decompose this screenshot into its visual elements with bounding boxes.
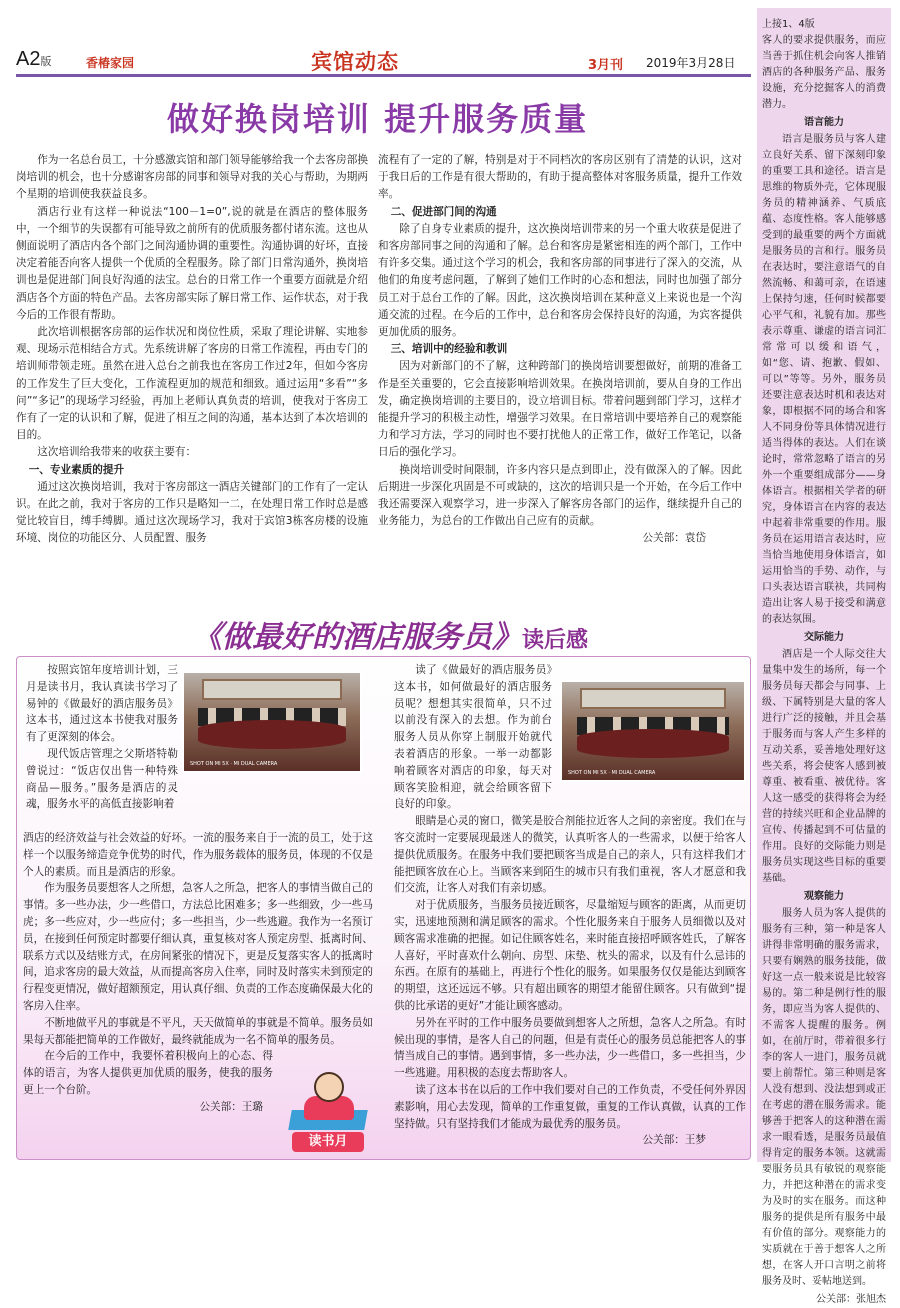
article-column-right bbox=[378, 152, 742, 548]
photo-stamp: SHOT ON MI 5X · MI DUAL CAMERA bbox=[190, 761, 278, 767]
column-name: 香椿家园 bbox=[86, 56, 135, 70]
sidebar-paragraph: 酒店是一个人际交往大量集中发生的场所，每一个服务员每天都会与同事、上级、下属特别是大量的客人进行广泛的接触，并且会基于服务而与客人产生多样的互动关系，妥善地处理好这些关系，将会使客人感到被尊重、被看重、被优待。客人这一感受的获得将会为经营的持续兴旺和企业品牌的宣传、传播起到不可估量的作用。良好的交际能力则是服务员实现这些目标的重要基础。 bbox=[762, 649, 886, 884]
paragraph: 读了这本书在以后的工作中我们要对自己的工作负责，不受任何外界因素影响，用心去发现，简单的工作重复做，重复的工作认真做，认真的工作坚持做。只有坚持我们才能成为最优秀的服务员。 bbox=[394, 1083, 746, 1130]
sidebar-column bbox=[757, 8, 891, 1305]
badge-label: 读书月 bbox=[292, 1132, 364, 1152]
paragraph: 此次培训根据客房部的运作状况和岗位性质，采取了理论讲解、实地参观、现场示范相结合方式。先系统讲解了客房的日常工作流程，再由专门的培训师带领走班。虽然在进入总台之前我也在客房工作过2年，但如今客房的工作发生了巨大变化，工作流程更加的规范和细致。通过运用“多看”“多问”“多记”的现场学习经验，再加上老师认真负责的培训，使我对于客房工作有了一定的认识和了解，促进了相互之间的沟通，基本达到了本次培训的目的。 bbox=[16, 326, 368, 442]
sidebar-heading: 语言能力 bbox=[804, 117, 844, 128]
paragraph: 读了《做最好的酒店服务员》这本书，如何做最好的酒店服务员呢？想想其实很简单，只不过以前没有深入的去想。作为前台服务人员从你穿上制服开始就代表着酒店的形象。一举一动都影响着顾客对酒店的印象，每天对顾客笑脸相迎，就会给顾客留下良好的印象。 bbox=[394, 664, 552, 811]
reader-icon bbox=[314, 1072, 344, 1102]
sidebar-signature: 公关部：张旭杰 bbox=[816, 1294, 886, 1305]
article-title: 做好换岗培训 提升服务质量 bbox=[166, 100, 589, 138]
paragraph: 酒店行业有这样一种说法“100－1=0”,说的就是在酒店的整体服务中，一个细节的失误都有可能导致之前所有的优质服务都付诸东流。这也从侧面说明了酒店内各个部门之间沟通协调的重要性。沟通协调的好坏，直接决定着能否向客人提供一个优质的全程服务。除了部门日常沟通外，换岗培训也是促进部门间良好沟通的法宝。总台的日常工作一个重要方面就是介绍酒店各个方面的特色产品。去客房部实际了解日常工作、运作状态，对于我今后的工作很有帮助。 bbox=[16, 205, 368, 321]
book-title: 《做最好的酒店服务员》 bbox=[191, 620, 522, 655]
review-signature: 公关部：王梦 bbox=[642, 1134, 706, 1147]
article-signature: 公关部：袁岱 bbox=[642, 532, 706, 545]
section-heading: 一、专业素质的提升 bbox=[28, 463, 125, 476]
sidebar-continuation: 上接1、4版 bbox=[762, 19, 815, 30]
paragraph: 换岗培训受时间限制，许多内容只是点到即止，没有做深入的了解。因此后期进一步深化巩固是不可或缺的，这次的培训只是一个开始，在今后工作中我还需要深入观察学习，进一步深入了解客房各部门的运作，继续提升自己的业务能力，为总台的工作做出自己应有的贡献。 bbox=[378, 463, 742, 528]
article-column-left bbox=[16, 152, 368, 548]
section-heading: 三、培训中的经验和教训 bbox=[390, 343, 508, 356]
review-signature: 公关部：王璐 bbox=[199, 1100, 263, 1113]
sidebar-paragraph: 服务人员为客人提供的服务有三种，第一种是客人讲得非常明确的服务需求，只要有娴熟的服务技能，做好这一点一般来说是比较容易的。第二种是例行性的服务，即应当为客人提供的、不需客人提醒的服务。例如，在前厅时，带着很多行李的客人一进门，服务员就要上前帮忙。第三种则是客人没有想到、没法想到或正在考虑的潜在服务需求。能够善于把客人的这种潜在需求一眼看透，是服务员最值得肯定的服务本领。这就需要服务员具有敏锐的观察能力，并把这种潜在的需求变为及时的实在服务。而这种服务的提供是所有服务中最有价值的部分。观察能力的实质就在于善于想客人之所想，在客人开口言明之前将服务及时、妥帖地送到。 bbox=[762, 908, 886, 1287]
paragraph: 另外在平时的工作中服务员要做到想客人之所想，急客人之所急。有时候出现的事情，是客人自己的问题，但是有责任心的服务员总能把客人的事情当成自己的事情。遇到事情，多一些办法，少一些借口，多一些担当，少一些逃避。用积极的态度去帮助客人。 bbox=[394, 1016, 746, 1080]
page-number: A2版 bbox=[16, 48, 52, 70]
paragraph: 通过这次换岗培训，我对于客房部这一酒店关键部门的工作有了一定认识。在此之前，我对于客房的工作只是略知一二，在处理日常工作时总是感觉比较盲目，缚手缚脚。通过这次现场学习，我对于宾馆3栋客房楼的设施环境、岗位的功能区分、人员配置、服务 bbox=[16, 480, 368, 545]
page-header bbox=[16, 20, 751, 76]
sidebar-heading: 交际能力 bbox=[804, 632, 844, 643]
issue-date: 2019年3月28日 bbox=[646, 56, 736, 70]
paragraph: 不断地做平凡的事就是不平凡，天天做简单的事就是不简单。服务员如果每天都能把简单的工作做好，最终就能成为一名不简单的服务员。 bbox=[23, 1016, 373, 1046]
header-rule bbox=[16, 74, 751, 77]
sidebar-paragraph: 客人的要求提供服务，而应当善于抓住机会向客人推销酒店的各种服务产品、服务设施，充分挖掘客人的消费潜力。 bbox=[762, 35, 886, 110]
paragraph: 酒店的经济效益与社会效益的好坏。一流的服务来自于一流的员工，处于这样一个以服务缔造竞争优势的时代，作为服务载体的服务员，体现的不仅是个人的素质。而且是酒店的形象。 bbox=[23, 832, 373, 878]
review-column-left bbox=[26, 662, 372, 813]
paragraph: 作为服务员要想客人之所想，急客人之所急，把客人的事情当做自己的事情。多一些办法，少一些借口，方法总比困难多；多一些细致，少一些马虎；多一些应对，少一些应付；多一些担当，少一些逃避。我作为一名预订员，在接到任何预定时都要仔细认真，重复核对客人预定房型、抵离时间、联系方式以及结账方式，在房间紧张的情况下，更是反复落实客人的抵离时间，追求客房的最大效益，从而提高客房入住率，同时及时落实未到预定的行程变更情况，做好超额预定，用认真仔细、负责的工作态度确保最大化的客房入住率。 bbox=[23, 882, 373, 1012]
paragraph: 除了自身专业素质的提升，这次换岗培训带来的另一个重大收获是促进了和客房部同事之间的沟通和了解。总台和客房是紧密相连的两个部门，工作中有许多交集。通过这个学习的机会，我和客房部的同事进行了深入的交流，从他们的角度考虑问题，了解到了她们工作时的心态和想法，同时也加强了部分员工对于总台工作的了解。因此，这次换岗培训在某种意义上来说也是一个沟通交流的过程。在今后的工作中，总台和客房会保持良好的沟通，为宾客提供更加优质的服务。 bbox=[378, 222, 742, 339]
photo-stamp: SHOT ON MI 5X · MI DUAL CAMERA bbox=[568, 770, 656, 776]
review-label: 读后感 bbox=[521, 627, 588, 653]
paragraph: 眼睛是心灵的窗口，微笑是胶合剂能拉近客人之间的亲密度。我们在与客交流时一定要展现最迷人的微笑，认真听客人的一些需求，以便于给客人提供优质服务。在服务中我们要把顾客当成是自己的亲人，只有这样我们才能把顾客放在心上。当顾客来到陌生的城市只有我们重视，客人才愿意和我们交流，让客人对我们有亲切感。 bbox=[394, 815, 746, 895]
review-column-right bbox=[394, 662, 746, 1149]
issue-label: 3月刊 bbox=[588, 58, 624, 73]
paragraph: 这次培训给我带来的收获主要有： bbox=[37, 446, 197, 459]
paragraph: 对于优质服务，当服务员接近顾客，尽量缩短与顾客的距离，从而更切实，迅速地预测和满足顾客的需求。个性化服务来自于服务人员细微以及对顾客需求准确的把握。如记住顾客姓名，来时能直接招呼顾客姓氏，了解客人喜好，平时喜欢什么朝向、房型、床垫、枕头的需求，以及有什么忌讳的东西。在原有的基础上，再进行个性化的服务。如果服务仅仅是能达到顾客的期望，这还远远不够。只有超出顾客的期望才能留住顾客。只有做到“提供的比承诺的更好”才能让顾客感动。 bbox=[394, 899, 746, 1012]
reading-month-badge bbox=[282, 1066, 374, 1154]
paragraph: 因为对新部门的不了解，这种跨部门的换岗培训要想做好，前期的准备工作是至关重要的，它会直接影响培训效果。在换岗培训前，要从自身的工作出发，确定换岗培训的主要目的，设立培训目标。带着问题到部门学习，这样才能提升学习的积极主动性，增强学习效果。在日常培训中要培养自己的观察能力和学习方法，学习的同时也不要打扰他人的正常工作，做好工作笔记，以备日后的强化学习。 bbox=[378, 360, 742, 459]
paragraph: 现代饭店管理之父斯塔特勒曾说过：“饭店仅出售一种特殊商品—服务。”服务是酒店的灵魂，服务水平的高低直接影响着 bbox=[26, 747, 178, 811]
paragraph: 作为一名总台员工，十分感激宾馆和部门领导能够给我一个去客房部换岗培训的机会，也十分感谢客房部的同事和领导对我的关心与帮助，为期两个星期的培训使我获益良多。 bbox=[16, 154, 368, 201]
book-review-title bbox=[130, 612, 650, 656]
paragraph: 流程有了一定的了解，特别是对于不同档次的客房区别有了清楚的认识，这对于我日后的工作是有很大帮助的，有助于提高整体对客服务质量，提升工作效率。 bbox=[378, 154, 742, 201]
masthead: 宾馆动态 bbox=[311, 50, 399, 74]
paragraph: 在今后的工作中，我要怀着积极向上的心态、得体的语言，为客人提供更加优质的服务，使我的服务更上一个台阶。 bbox=[23, 1050, 273, 1096]
paragraph: 按照宾馆年度培训计划，三月是读书月，我认真读书学习了易钟的《做最好的酒店服务员》这本书，通过这本书使我对服务有了更深刻的体会。 bbox=[26, 664, 178, 744]
sidebar-heading: 观察能力 bbox=[804, 891, 844, 902]
section-heading: 二、促进部门间的沟通 bbox=[390, 205, 497, 218]
sidebar-paragraph: 语言是服务员与客人建立良好关系、留下深刻印象的重要工具和途径。语言是思维的物质外壳，它体现服务员的精神涵养、气质底蕴、态度性格。客人能够感受到的最重要的两个方面就是服务员的言和行。服务员在表达时，要注意语气的自然流畅、和蔼可亲，在语速上保持匀速，任何时候都要心平气和，礼貌有加。那些表示尊重、谦虚的语言词汇常常可以缓和语气，如“您、请、抱歉、假如、可以”等等。另外，服务员还要注意表达时机和表达对象，即根据不同的场合和客人不同身份等具体情况进行适当得体的表达。人们在谈论时，常常忽略了语言的另外一个重要组成部分——身体语言。根据相关学者的研究，身体语言在内容的表达中起着非常重要的作用。服务员在运用语言表达时，应当恰当地使用身体语言，如运用恰当的手势、动作，与口头表达语言联袂，共同构造出让客人易于接受和满意的表达氛围。 bbox=[762, 134, 886, 625]
